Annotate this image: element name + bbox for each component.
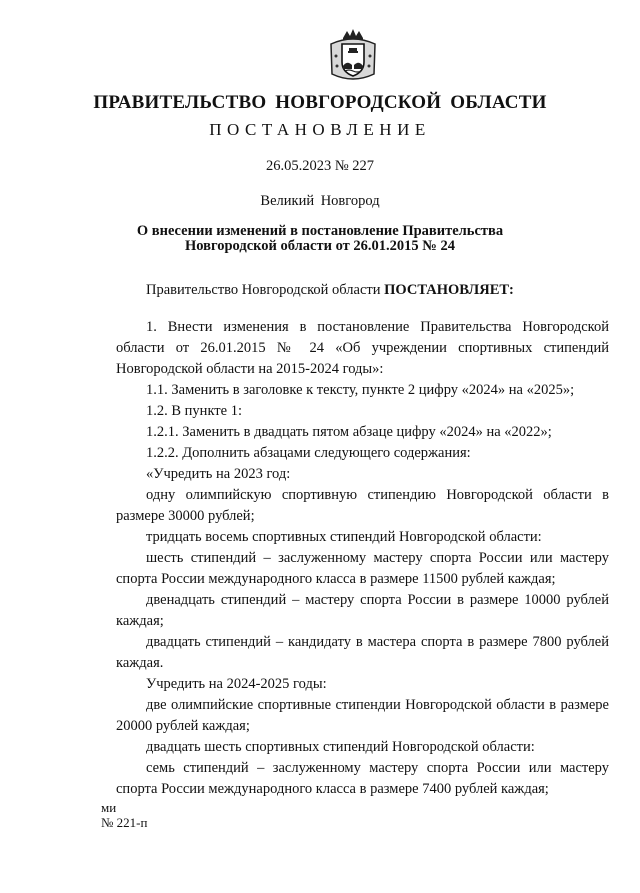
- body-paragraph: 1.1. Заменить в заголовке к тексту, пункте 2 цифру «2024» на «2025»;: [146, 382, 575, 398]
- body-paragraph: «Учредить на 2023 год:: [146, 466, 291, 482]
- document-type: ПОСТАНОВЛЕНИЕ: [209, 120, 431, 139]
- document-place: Великий Новгород: [260, 193, 380, 209]
- subject-line: Новгородской области от 26.01.2015 № 24: [185, 238, 455, 254]
- intro-paragraph: [116, 280, 609, 301]
- body-paragraph: 1.2.2. Дополнить абзацами следующего содержания:: [146, 445, 471, 461]
- intro-decree-word: ПОСТАНОВЛЯЕТ:: [384, 282, 514, 298]
- body-paragraph: тридцать восемь спортивных стипендий Новгородской области:: [146, 529, 542, 545]
- footer-initials: ми: [101, 800, 117, 815]
- body-paragraph: семь стипендий – заслуженному мастеру спорта России или мастеру спорта России международного класса в размере 7400 рублей каждая;: [116, 760, 609, 797]
- coat-of-arms-icon: [327, 26, 379, 84]
- document-body: [116, 280, 609, 800]
- body-paragraph: 1.2.1. Заменить в двадцать пятом абзаце цифру «2024» на «2022»;: [146, 424, 552, 440]
- body-paragraph: двадцать стипендий – кандидату в мастера спорта в размере 7800 рублей каждая.: [116, 634, 609, 671]
- intro-text: Правительство Новгородской области: [146, 282, 385, 298]
- body-paragraph: одну олимпийскую спортивную стипендию Новгородской области в размере 30000 рублей;: [116, 487, 609, 524]
- body-paragraph: две олимпийские спортивные стипендии Новгородской области в размере 20000 рублей каждая;: [116, 697, 609, 734]
- body-paragraph: Учредить на 2024-2025 годы:: [146, 676, 327, 692]
- body-paragraph: шесть стипендий – заслуженному мастеру спорта России или мастеру спорта России международного класса в размере 11500 рублей каждая;: [116, 550, 609, 587]
- document-footer: [101, 800, 147, 830]
- body-paragraph: двадцать шесть спортивных стипендий Новгородской области:: [146, 739, 535, 755]
- body-paragraph: 1.2. В пункте 1:: [146, 403, 242, 419]
- government-title: ПРАВИТЕЛЬСТВО НОВГОРОДСКОЙ ОБЛАСТИ: [93, 92, 547, 113]
- footer-code: № 221-п: [101, 815, 148, 830]
- document-date-number: 26.05.2023 № 227: [265, 158, 375, 174]
- subject-line: О внесении изменений в постановление Правительства: [136, 223, 504, 239]
- document-subject: [0, 224, 640, 254]
- body-paragraph: двенадцать стипендий – мастеру спорта России в размере 10000 рублей каждая;: [116, 592, 609, 629]
- body-paragraph: 1. Внести изменения в постановление Правительства Новгородской области от 26.01.2015 № 24 «Об учреждении спортивных стипендий Новгородской области на 2015-2024 годы»:: [116, 319, 609, 377]
